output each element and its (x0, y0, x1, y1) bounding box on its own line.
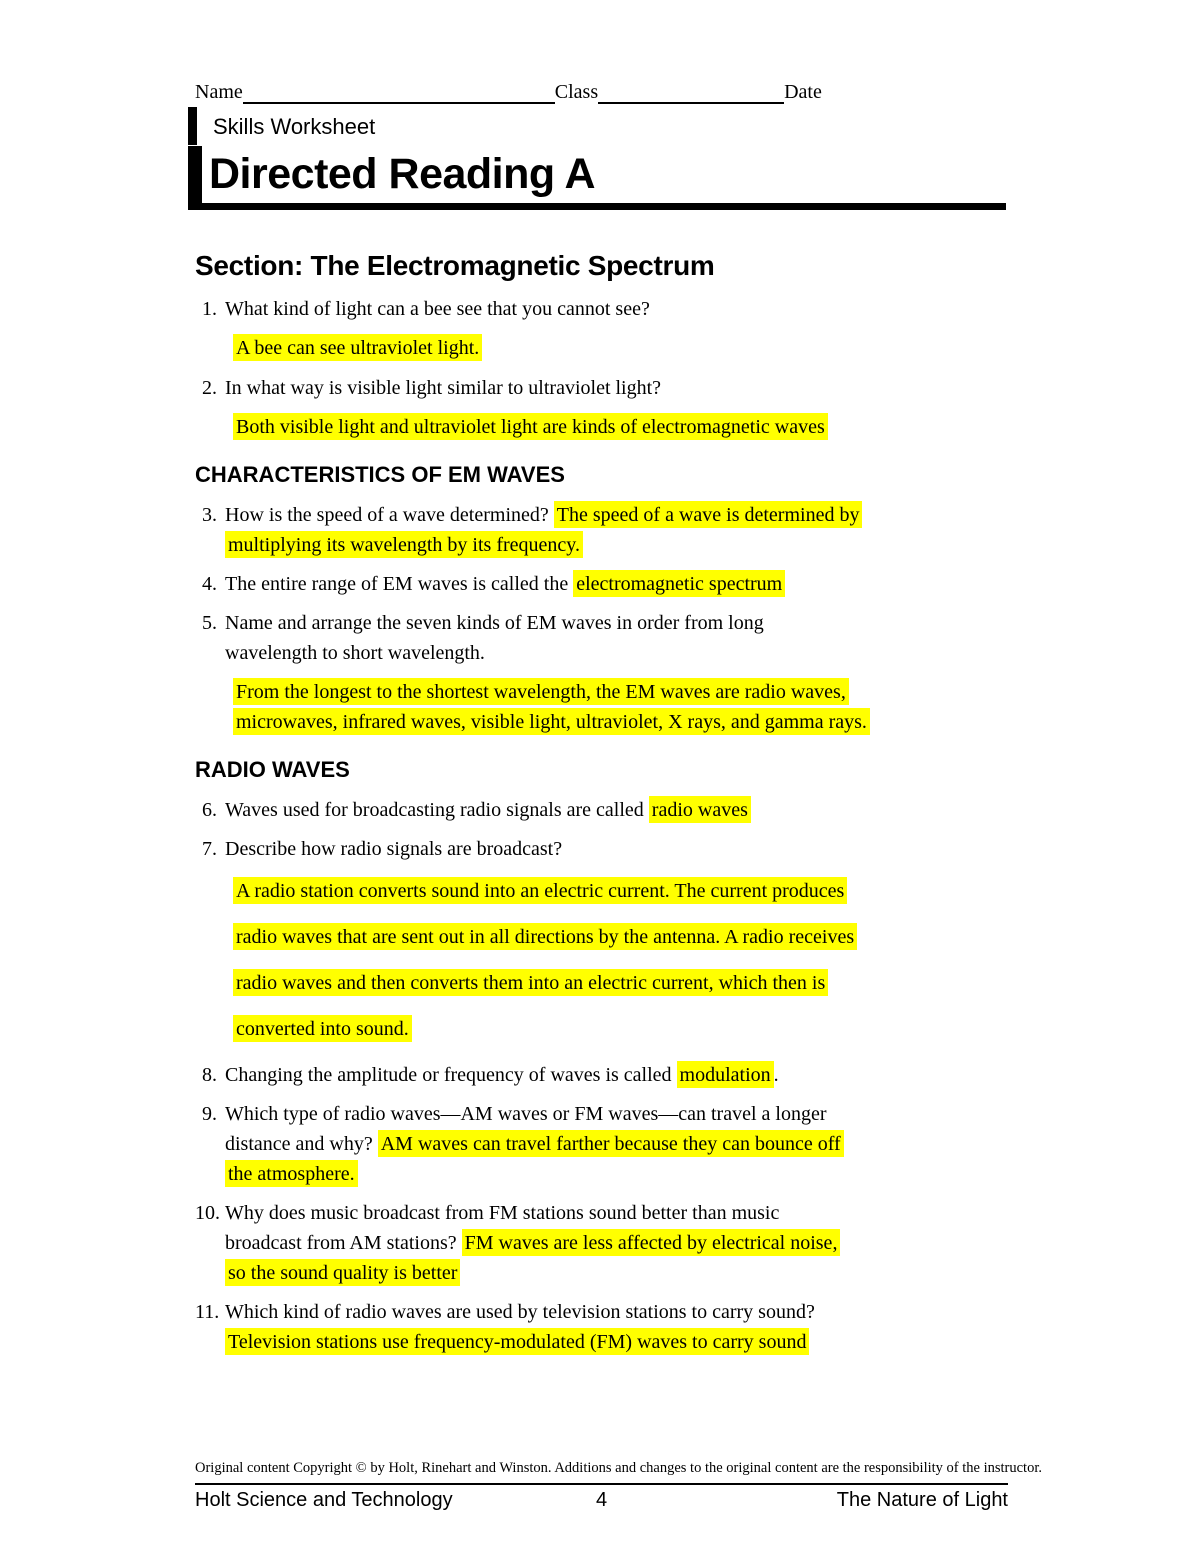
text-line (225, 638, 1009, 668)
question-lines (225, 373, 1009, 403)
question-lines (225, 834, 1009, 864)
text-line (233, 922, 1009, 952)
text-line (233, 707, 1009, 737)
question-item (195, 1297, 1009, 1357)
text-line (225, 834, 1009, 864)
question-lines (225, 1099, 1009, 1189)
text-line (225, 530, 1009, 560)
text-line (225, 1060, 1009, 1090)
question-lines (225, 569, 1009, 599)
text-line (225, 1228, 1009, 1258)
skills-worksheet-kicker (188, 107, 375, 145)
title-rule (188, 203, 1006, 210)
text-line (225, 1258, 1009, 1288)
highlighted-answer-text: FM waves are less affected by electrical noise, (462, 1229, 841, 1256)
answer-block (233, 677, 1009, 737)
footer-copyright: Original content Copyright © by Holt, Rinehart and Winston. Additions and changes to the original content are the responsibility of the instructor. (195, 1460, 1042, 1476)
question-item (195, 373, 1009, 403)
highlighted-answer-text: Television stations use frequency-modulated (FM) waves to carry sound (225, 1328, 809, 1355)
worksheet-title: Directed Reading A (209, 150, 596, 198)
highlighted-answer-text: modulation (677, 1061, 774, 1088)
text-line (225, 795, 1009, 825)
footer-book-title: Holt Science and Technology (195, 1489, 453, 1511)
highlighted-answer-text: the atmosphere. (225, 1160, 358, 1187)
text-line (225, 1099, 1009, 1129)
highlighted-answer-text: Both visible light and ultraviolet light are kinds of electromagnetic waves (233, 413, 828, 440)
footer-chapter-title: The Nature of Light (836, 1489, 1008, 1511)
question-number: 10. (195, 1202, 220, 1224)
question-item (195, 834, 1009, 864)
worksheet-title-row (188, 146, 595, 203)
question-item (195, 608, 1009, 668)
text-line (225, 373, 1009, 403)
question-item (195, 294, 1009, 324)
header-fill-in-line (195, 80, 1007, 104)
question-text: broadcast from AM stations? (225, 1232, 462, 1254)
answer-block (233, 876, 1009, 1044)
highlighted-answer-text: multiplying its wavelength by its frequency. (225, 531, 583, 558)
text-line (233, 333, 1009, 363)
question-number: 6. (202, 799, 217, 821)
text-line (233, 968, 1009, 998)
question-text: distance and why? (225, 1133, 378, 1155)
question-text: Name and arrange the seven kinds of EM waves in order from long (225, 612, 764, 634)
class-label: Class (554, 81, 599, 103)
highlighted-answer-text: radio waves and then converts them into an electric current, which then is (233, 969, 828, 996)
question-text: Which kind of radio waves are used by television stations to carry sound? (225, 1301, 815, 1323)
class-blank (598, 80, 784, 104)
text-line (225, 1159, 1009, 1189)
highlighted-answer-text: A bee can see ultraviolet light. (233, 334, 482, 361)
name-blank (243, 80, 555, 104)
question-text: Changing the amplitude or frequency of waves is called (225, 1064, 677, 1086)
question-number: 9. (202, 1103, 217, 1125)
question-lines (225, 795, 1009, 825)
question-number: 8. (202, 1064, 217, 1086)
highlighted-answer-text: electromagnetic spectrum (573, 570, 785, 597)
highlighted-answer-text: The speed of a wave is determined by (554, 501, 863, 528)
question-text: In what way is visible light similar to ultraviolet light? (225, 377, 662, 399)
question-item (195, 500, 1009, 560)
question-number: 3. (202, 504, 217, 526)
text-line (233, 876, 1009, 906)
text-line (225, 569, 1009, 599)
answer-block (233, 412, 1009, 442)
question-number: 4. (202, 573, 217, 595)
highlighted-answer-text: radio waves (649, 796, 751, 823)
question-item (195, 569, 1009, 599)
question-lines (225, 1198, 1009, 1288)
highlighted-answer-text: converted into sound. (233, 1015, 412, 1042)
question-lines (225, 608, 1009, 668)
question-item (195, 795, 1009, 825)
worksheet-content (195, 248, 1009, 1366)
question-number: 11. (195, 1301, 220, 1323)
question-number: 1. (202, 298, 217, 320)
highlighted-answer-text: microwaves, infrared waves, visible light, ultraviolet, X rays, and gamma rays. (233, 708, 870, 735)
footer-row (195, 1488, 1008, 1512)
highlighted-answer-text: so the sound quality is better (225, 1259, 460, 1286)
question-text: How is the speed of a wave determined? (225, 504, 554, 526)
footer-rule (195, 1483, 1008, 1485)
name-label: Name (195, 81, 243, 103)
question-text: Which type of radio waves—AM waves or FM waves—can travel a longer (225, 1103, 827, 1125)
question-item (195, 1099, 1009, 1189)
text-line (233, 1014, 1009, 1044)
highlighted-answer-text: radio waves that are sent out in all directions by the antenna. A radio receives (233, 923, 857, 950)
question-number: 5. (202, 612, 217, 634)
text-line (225, 608, 1009, 638)
question-text: The entire range of EM waves is called the (225, 573, 574, 595)
highlighted-answer-text: A radio station converts sound into an electric current. The current produces (233, 877, 847, 904)
text-line (225, 1198, 1009, 1228)
text-line (233, 677, 1009, 707)
text-line (225, 1327, 1009, 1357)
skills-worksheet-label: Skills Worksheet (213, 114, 376, 139)
question-number: 2. (202, 377, 217, 399)
question-text: Describe how radio signals are broadcast? (225, 838, 563, 860)
question-lines (225, 500, 1009, 560)
text-line (233, 412, 1009, 442)
question-lines (225, 1060, 1009, 1090)
footer-page-number: 4 (595, 1489, 608, 1511)
question-text: Waves used for broadcasting radio signals are called (225, 799, 649, 821)
section-title: Section: The Electromagnetic Spectrum (195, 250, 715, 281)
questions-list (195, 294, 1009, 1357)
question-text: . (773, 1064, 779, 1086)
text-line (225, 294, 1009, 324)
highlighted-answer-text: AM waves can travel farther because they can bounce off (378, 1130, 844, 1157)
question-text: wavelength to short wavelength. (225, 642, 485, 664)
highlighted-answer-text: From the longest to the shortest wavelength, the EM waves are radio waves, (233, 678, 849, 705)
subsection-heading: RADIO WAVES (195, 757, 350, 782)
question-item (195, 1060, 1009, 1090)
answer-block (233, 333, 1009, 363)
question-text: What kind of light can a bee see that you cannot see? (225, 298, 650, 320)
date-label: Date (784, 81, 822, 103)
text-line (225, 500, 1009, 530)
question-number: 7. (202, 838, 217, 860)
question-lines (225, 1297, 1009, 1357)
question-text: Why does music broadcast from FM stations sound better than music (225, 1202, 780, 1224)
text-line (225, 1297, 1009, 1327)
question-item (195, 1198, 1009, 1288)
subsection-heading: CHARACTERISTICS OF EM WAVES (195, 462, 565, 487)
text-line (225, 1129, 1009, 1159)
question-lines (225, 294, 1009, 324)
